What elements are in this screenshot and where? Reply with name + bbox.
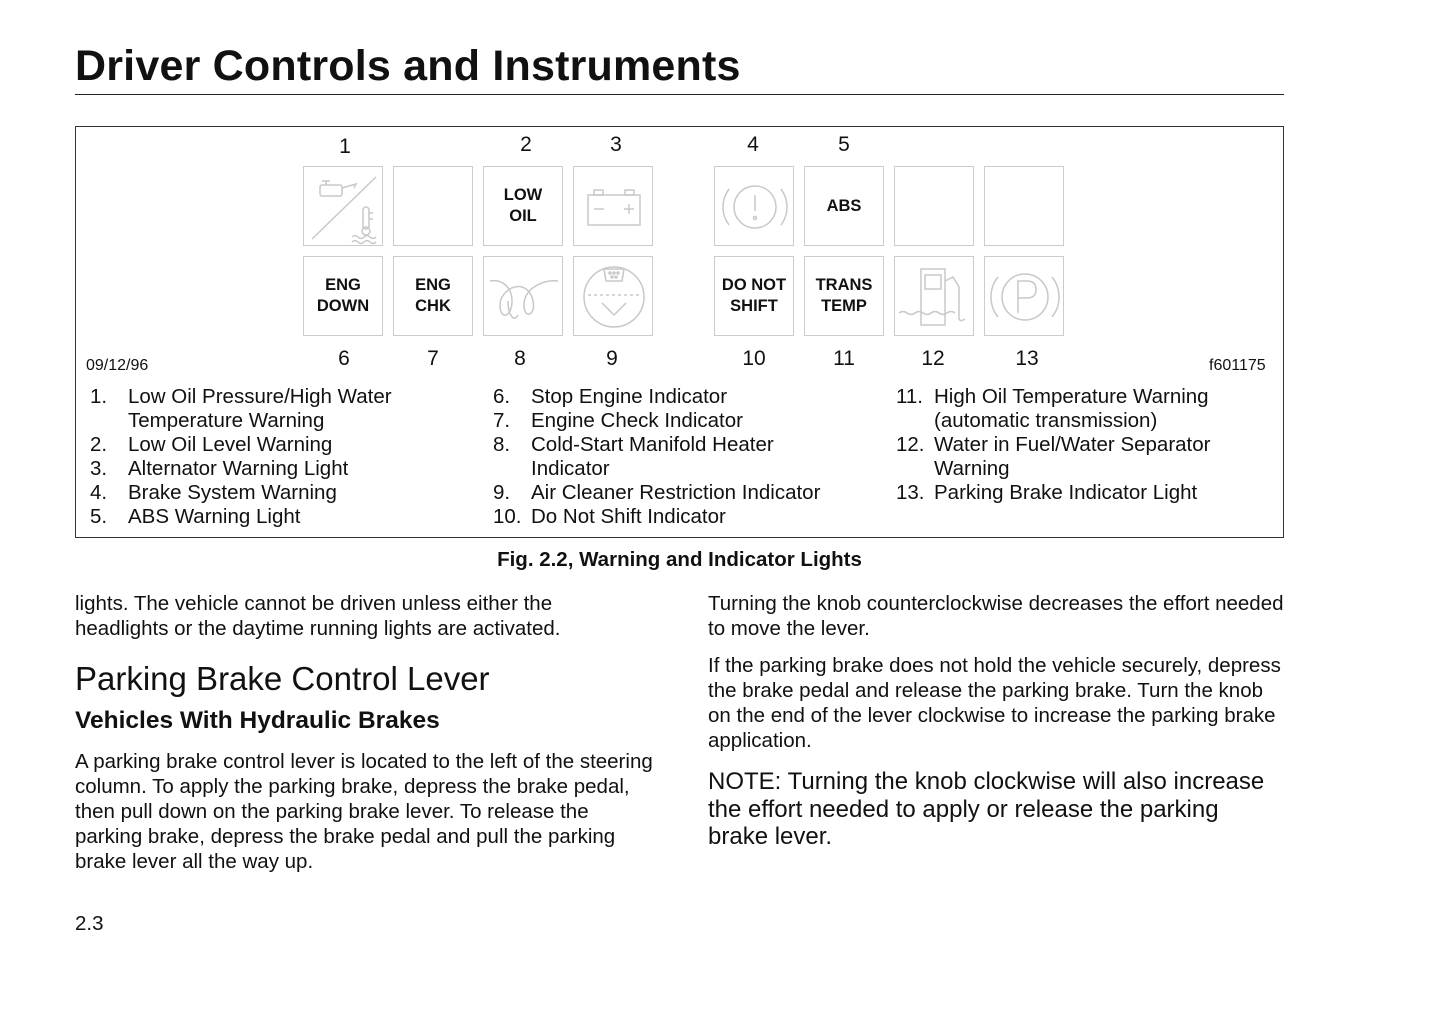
sub-heading: Vehicles With Hydraulic Brakes [75, 707, 440, 734]
figure-id: f601175 [1209, 357, 1266, 374]
brake-warning-icon [715, 167, 795, 247]
legend-item: 2. Low Oil Level Warning [90, 433, 333, 456]
figure-date: 09/12/96 [86, 357, 149, 374]
lamp-abs-label: ABS [826, 196, 862, 215]
water-in-fuel-icon [895, 257, 975, 337]
lamp-number-4: 4 [747, 133, 759, 156]
legend-item: 11. High Oil Temperature Warning (automatic transmission) [896, 385, 1209, 432]
lamp-trans-temp [804, 256, 884, 336]
legend-item: 1. Low Oil Pressure/High Water Temperature Warning [90, 385, 392, 432]
lamp-parking-brake [984, 256, 1064, 336]
lamp-do-not-shift [714, 256, 794, 336]
title-rule [75, 94, 1284, 95]
lamp-alternator [573, 166, 653, 246]
figure-caption: Fig. 2.2, Warning and Indicator Lights [497, 548, 862, 571]
legend-item: 9. Air Cleaner Restriction Indicator [493, 481, 821, 504]
lamp-blank-1 [393, 166, 473, 246]
lamp-number-5: 5 [838, 133, 850, 156]
parking-brake-paragraph: A parking brake control lever is located to the left of the steering column. To apply the parking brake, depress the brake pedal, then pull down on the parking brake lever. To release the parking brake, depress the brake pedal and pull the parking brake lever all the way up. [75, 750, 653, 873]
lamp-number-10: 10 [742, 347, 766, 370]
legend-column-1 [90, 385, 430, 529]
lamp-number-6: 6 [338, 347, 350, 370]
lamp-air-cleaner [573, 256, 653, 336]
legend-item: 3. Alternator Warning Light [90, 457, 349, 480]
lamp-low-oil-label: LOW OIL [503, 186, 543, 225]
lamp-blank-3 [984, 166, 1064, 246]
legend-item: 5. ABS Warning Light [90, 505, 301, 528]
legend-item: 6. Stop Engine Indicator [493, 385, 728, 408]
intro-paragraph: lights. The vehicle cannot be driven unless either the headlights or the daytime running lights are activated. [75, 592, 561, 640]
page-number: 2.3 [75, 912, 104, 935]
page-title: Driver Controls and Instruments [75, 42, 741, 90]
oil-can-temperature-icon [304, 167, 384, 247]
lamp-number-3: 3 [610, 133, 622, 156]
lamp-number-1: 1 [339, 135, 351, 158]
lamp-low-oil [483, 166, 563, 246]
lamp-eng-chk [393, 256, 473, 336]
legend-item: 4. Brake System Warning [90, 481, 337, 504]
lamp-abs [804, 166, 884, 246]
legend-item: 12. Water in Fuel/Water Separator Warning [896, 433, 1211, 480]
lamp-number-11: 11 [833, 347, 855, 370]
lamp-number-12: 12 [921, 347, 945, 370]
lamp-trans-temp-label: TRANS TEMP [815, 276, 873, 315]
lamp-brake-system [714, 166, 794, 246]
lamp-manifold-heater [483, 256, 563, 336]
hold-paragraph: If the parking brake does not hold the vehicle securely, depress the brake pedal and release the parking brake. Turn the knob on the end of the lever clockwise to increase the parking brake application. [708, 654, 1281, 752]
parking-brake-icon [985, 257, 1065, 337]
lamp-eng-chk-label: ENG CHK [415, 276, 451, 315]
legend-item: 13. Parking Brake Indicator Light [896, 481, 1198, 504]
air-filter-icon [574, 257, 654, 337]
section-heading: Parking Brake Control Lever [75, 660, 490, 697]
lamp-eng-down [303, 256, 383, 336]
legend-item: 7. Engine Check Indicator [493, 409, 743, 432]
lamp-do-not-shift-label: DO NOT SHIFT [721, 276, 787, 315]
legend-column-2 [493, 385, 863, 529]
legend-item: 10. Do Not Shift Indicator [493, 505, 726, 528]
lamp-eng-down-label: ENG DOWN [316, 276, 370, 315]
battery-icon [574, 167, 654, 247]
knob-paragraph: Turning the knob counterclockwise decreases the effort needed to move the lever. [708, 592, 1284, 640]
lamp-number-13: 13 [1015, 347, 1039, 370]
lamp-number-8: 8 [514, 347, 526, 370]
lamp-water-in-fuel [894, 256, 974, 336]
legend-column-3 [896, 385, 1241, 505]
lamp-number-9: 9 [606, 347, 618, 370]
lamp-oil-pressure-water-temp [303, 166, 383, 246]
lamp-number-2: 2 [520, 133, 532, 156]
lamp-number-7: 7 [427, 347, 439, 370]
heater-coil-icon [484, 257, 564, 337]
legend-item: 8. Cold-Start Manifold Heater Indicator [493, 433, 774, 480]
lamp-blank-2 [894, 166, 974, 246]
note-paragraph: NOTE: Turning the knob clockwise will also increase the effort needed to apply or release the parking brake lever. [708, 768, 1265, 850]
